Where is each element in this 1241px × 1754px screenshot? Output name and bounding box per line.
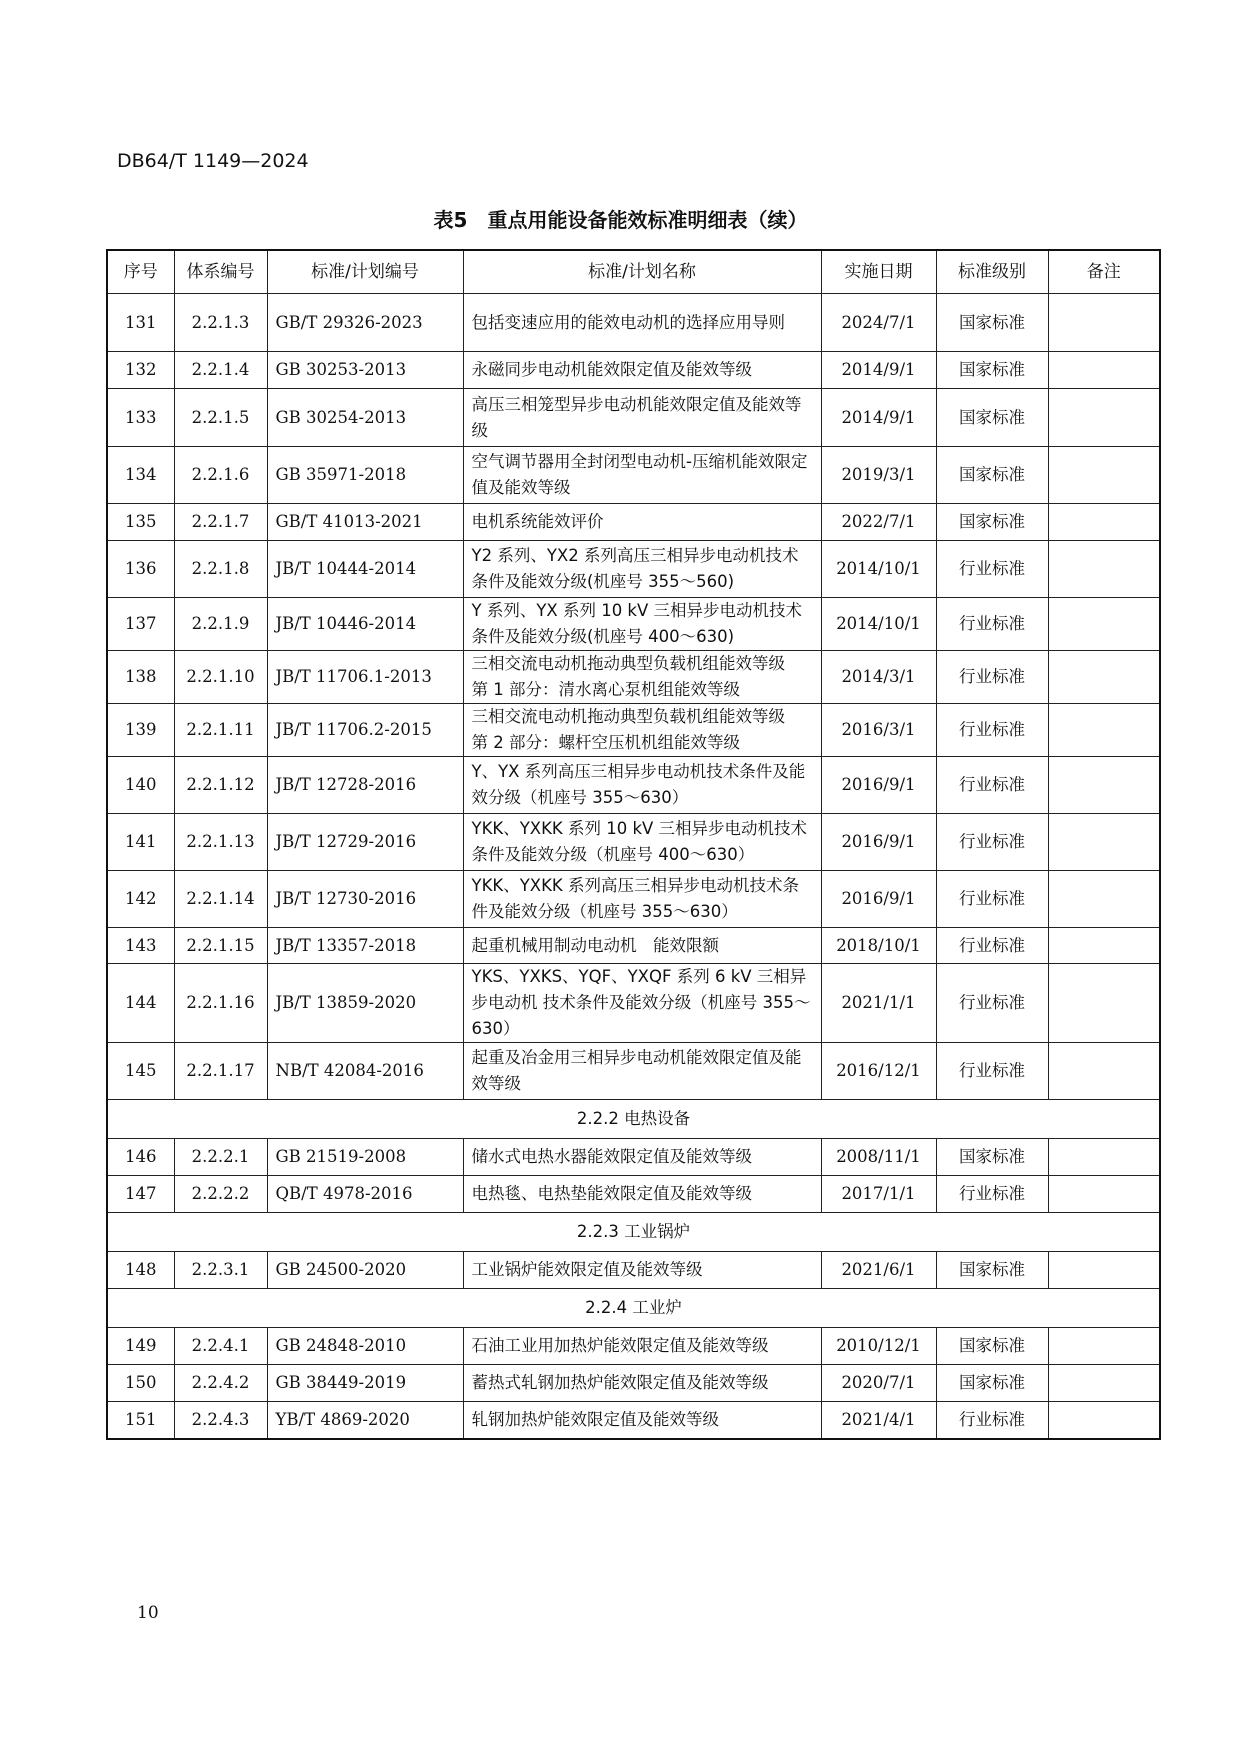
table-row (107, 757, 1160, 814)
table-row (107, 1365, 1160, 1402)
section-row (107, 1213, 1160, 1252)
cell-no: 133 (107, 389, 174, 447)
col-header-standard-name: 标准/计划名称 (463, 250, 821, 294)
cell-standard-code: YB/T 4869-2020 (267, 1402, 463, 1439)
col-header-note: 备注 (1048, 250, 1160, 294)
section-row (107, 1289, 1160, 1328)
cell-no: 142 (107, 871, 174, 928)
cell-date: 2014/10/1 (821, 598, 936, 651)
cell-standard-name: YKK、YXKK 系列高压三相异步电动机技术条件及能效分级（机座号 355～630） (463, 871, 821, 928)
cell-level: 行业标准 (936, 871, 1048, 928)
cell-date: 2021/4/1 (821, 1402, 936, 1439)
cell-standard-name: 空气调节器用全封闭型电动机-压缩机能效限定值及能效等级 (463, 447, 821, 504)
cell-standard-name: 轧钢加热炉能效限定值及能效等级 (463, 1402, 821, 1439)
cell-standard-name: 工业锅炉能效限定值及能效等级 (463, 1252, 821, 1289)
cell-system-code: 2.2.1.4 (174, 352, 267, 389)
table-row (107, 389, 1160, 447)
cell-note (1048, 928, 1160, 964)
page-number: 10 (137, 1603, 159, 1623)
cell-note (1048, 871, 1160, 928)
cell-note (1048, 757, 1160, 814)
table-body (107, 294, 1160, 1439)
cell-level: 国家标准 (936, 1328, 1048, 1365)
table-row (107, 651, 1160, 704)
cell-level: 国家标准 (936, 504, 1048, 541)
cell-no: 144 (107, 964, 174, 1043)
cell-standard-code: JB/T 12728-2016 (267, 757, 463, 814)
cell-standard-code: QB/T 4978-2016 (267, 1176, 463, 1213)
cell-standard-name: YKK、YXKK 系列 10 kV 三相异步电动机技术条件及能效分级（机座号 400～630） (463, 814, 821, 871)
cell-date: 2017/1/1 (821, 1176, 936, 1213)
cell-standard-name: 起重机械用制动电动机 能效限额 (463, 928, 821, 964)
cell-standard-code: GB/T 29326-2023 (267, 294, 463, 352)
cell-no: 148 (107, 1252, 174, 1289)
cell-level: 国家标准 (936, 389, 1048, 447)
table-row (107, 541, 1160, 598)
cell-date: 2024/7/1 (821, 294, 936, 352)
cell-no: 134 (107, 447, 174, 504)
cell-level: 行业标准 (936, 1043, 1048, 1100)
table-row (107, 504, 1160, 541)
cell-note (1048, 704, 1160, 757)
cell-date: 2020/7/1 (821, 1365, 936, 1402)
cell-note (1048, 1043, 1160, 1100)
cell-level: 行业标准 (936, 757, 1048, 814)
cell-note (1048, 1252, 1160, 1289)
cell-date: 2016/9/1 (821, 757, 936, 814)
table-row (107, 814, 1160, 871)
header-row (107, 250, 1160, 294)
cell-standard-name: Y 系列、YX 系列 10 kV 三相异步电动机技术条件及能效分级(机座号 400～630) (463, 598, 821, 651)
cell-date: 2016/3/1 (821, 704, 936, 757)
cell-system-code: 2.2.2.1 (174, 1139, 267, 1176)
cell-note (1048, 294, 1160, 352)
cell-note (1048, 389, 1160, 447)
cell-no: 150 (107, 1365, 174, 1402)
cell-standard-code: GB 30253-2013 (267, 352, 463, 389)
cell-no: 146 (107, 1139, 174, 1176)
cell-level: 行业标准 (936, 1176, 1048, 1213)
cell-note (1048, 504, 1160, 541)
cell-level: 国家标准 (936, 1365, 1048, 1402)
cell-note (1048, 447, 1160, 504)
cell-note (1048, 1365, 1160, 1402)
cell-standard-code: JB/T 10444-2014 (267, 541, 463, 598)
cell-standard-code: GB 24848-2010 (267, 1328, 463, 1365)
cell-standard-name: 石油工业用加热炉能效限定值及能效等级 (463, 1328, 821, 1365)
table-row (107, 928, 1160, 964)
cell-system-code: 2.2.1.15 (174, 928, 267, 964)
cell-standard-name: 永磁同步电动机能效限定值及能效等级 (463, 352, 821, 389)
cell-system-code: 2.2.1.3 (174, 294, 267, 352)
cell-standard-name: 三相交流电动机拖动典型负载机组能效等级 第 2 部分：螺杆空压机机组能效等级 (463, 704, 821, 757)
col-header-system-code: 体系编号 (174, 250, 267, 294)
table-row (107, 294, 1160, 352)
cell-standard-code: GB 30254-2013 (267, 389, 463, 447)
cell-note (1048, 541, 1160, 598)
table-row (107, 871, 1160, 928)
cell-standard-name: 电热毯、电热垫能效限定值及能效等级 (463, 1176, 821, 1213)
cell-system-code: 2.2.1.11 (174, 704, 267, 757)
cell-standard-name: YKS、YXKS、YQF、YXQF 系列 6 kV 三相异步电动机 技术条件及能效分级（机座号 355～630） (463, 964, 821, 1043)
cell-note (1048, 651, 1160, 704)
cell-level: 行业标准 (936, 814, 1048, 871)
document-id: DB64/T 1149—2024 (117, 150, 309, 172)
cell-system-code: 2.2.1.13 (174, 814, 267, 871)
table-row (107, 704, 1160, 757)
cell-date: 2022/7/1 (821, 504, 936, 541)
cell-standard-code: GB 21519-2008 (267, 1139, 463, 1176)
cell-system-code: 2.2.3.1 (174, 1252, 267, 1289)
cell-level: 国家标准 (936, 352, 1048, 389)
table-row (107, 1043, 1160, 1100)
col-header-date: 实施日期 (821, 250, 936, 294)
cell-system-code: 2.2.1.16 (174, 964, 267, 1043)
cell-no: 147 (107, 1176, 174, 1213)
cell-system-code: 2.2.1.5 (174, 389, 267, 447)
cell-level: 行业标准 (936, 651, 1048, 704)
cell-standard-name: 三相交流电动机拖动典型负载机组能效等级 第 1 部分：清水离心泵机组能效等级 (463, 651, 821, 704)
cell-standard-name: Y、YX 系列高压三相异步电动机技术条件及能效分级（机座号 355～630） (463, 757, 821, 814)
cell-system-code: 2.2.4.1 (174, 1328, 267, 1365)
cell-date: 2019/3/1 (821, 447, 936, 504)
cell-level: 行业标准 (936, 1402, 1048, 1439)
section-title: 2.2.4 工业炉 (107, 1289, 1160, 1328)
cell-date: 2008/11/1 (821, 1139, 936, 1176)
cell-standard-name: 储水式电热水器能效限定值及能效等级 (463, 1139, 821, 1176)
cell-date: 2016/9/1 (821, 871, 936, 928)
cell-system-code: 2.2.1.8 (174, 541, 267, 598)
col-header-level: 标准级别 (936, 250, 1048, 294)
cell-no: 149 (107, 1328, 174, 1365)
cell-standard-code: NB/T 42084-2016 (267, 1043, 463, 1100)
table-row (107, 1252, 1160, 1289)
cell-date: 2014/10/1 (821, 541, 936, 598)
cell-date: 2021/6/1 (821, 1252, 936, 1289)
col-header-no: 序号 (107, 250, 174, 294)
cell-standard-name: Y2 系列、YX2 系列高压三相异步电动机技术条件及能效分级(机座号 355～560) (463, 541, 821, 598)
cell-no: 132 (107, 352, 174, 389)
cell-level: 行业标准 (936, 964, 1048, 1043)
cell-system-code: 2.2.1.17 (174, 1043, 267, 1100)
cell-no: 136 (107, 541, 174, 598)
cell-no: 139 (107, 704, 174, 757)
cell-level: 行业标准 (936, 598, 1048, 651)
table-row (107, 1176, 1160, 1213)
cell-no: 138 (107, 651, 174, 704)
cell-level: 国家标准 (936, 447, 1048, 504)
cell-standard-code: JB/T 10446-2014 (267, 598, 463, 651)
cell-standard-code: GB 38449-2019 (267, 1365, 463, 1402)
cell-level: 行业标准 (936, 928, 1048, 964)
table-row (107, 447, 1160, 504)
cell-date: 2016/9/1 (821, 814, 936, 871)
cell-system-code: 2.2.1.9 (174, 598, 267, 651)
cell-standard-name: 电机系统能效评价 (463, 504, 821, 541)
cell-standard-name: 蓄热式轧钢加热炉能效限定值及能效等级 (463, 1365, 821, 1402)
cell-standard-code: JB/T 12730-2016 (267, 871, 463, 928)
cell-note (1048, 964, 1160, 1043)
cell-no: 143 (107, 928, 174, 964)
table-row (107, 964, 1160, 1043)
cell-no: 137 (107, 598, 174, 651)
cell-system-code: 2.2.1.7 (174, 504, 267, 541)
cell-system-code: 2.2.1.10 (174, 651, 267, 704)
cell-note (1048, 1402, 1160, 1439)
cell-system-code: 2.2.2.2 (174, 1176, 267, 1213)
cell-level: 国家标准 (936, 1252, 1048, 1289)
cell-system-code: 2.2.4.3 (174, 1402, 267, 1439)
cell-date: 2021/1/1 (821, 964, 936, 1043)
cell-standard-name: 高压三相笼型异步电动机能效限定值及能效等级 (463, 389, 821, 447)
cell-date: 2016/12/1 (821, 1043, 936, 1100)
cell-level: 国家标准 (936, 294, 1048, 352)
col-header-standard-code: 标准/计划编号 (267, 250, 463, 294)
cell-no: 140 (107, 757, 174, 814)
cell-system-code: 2.2.1.14 (174, 871, 267, 928)
table-row (107, 1328, 1160, 1365)
cell-standard-code: GB/T 41013-2021 (267, 504, 463, 541)
standards-table (106, 249, 1161, 1440)
cell-note (1048, 352, 1160, 389)
cell-level: 行业标准 (936, 704, 1048, 757)
cell-level: 行业标准 (936, 541, 1048, 598)
cell-standard-code: JB/T 12729-2016 (267, 814, 463, 871)
cell-date: 2014/3/1 (821, 651, 936, 704)
table-title: 表5 重点用能设备能效标准明细表（续） (433, 208, 808, 232)
cell-system-code: 2.2.4.2 (174, 1365, 267, 1402)
cell-no: 141 (107, 814, 174, 871)
cell-date: 2018/10/1 (821, 928, 936, 964)
cell-standard-name: 包括变速应用的能效电动机的选择应用导则 (463, 294, 821, 352)
cell-date: 2014/9/1 (821, 352, 936, 389)
cell-note (1048, 1139, 1160, 1176)
cell-note (1048, 598, 1160, 651)
cell-standard-code: GB 35971-2018 (267, 447, 463, 504)
cell-date: 2010/12/1 (821, 1328, 936, 1365)
cell-standard-code: GB 24500-2020 (267, 1252, 463, 1289)
cell-date: 2014/9/1 (821, 389, 936, 447)
table-row (107, 598, 1160, 651)
cell-standard-code: JB/T 11706.2-2015 (267, 704, 463, 757)
cell-level: 国家标准 (936, 1139, 1048, 1176)
cell-no: 135 (107, 504, 174, 541)
cell-note (1048, 1176, 1160, 1213)
cell-no: 145 (107, 1043, 174, 1100)
cell-standard-name: 起重及冶金用三相异步电动机能效限定值及能效等级 (463, 1043, 821, 1100)
cell-standard-code: JB/T 13357-2018 (267, 928, 463, 964)
section-title: 2.2.2 电热设备 (107, 1100, 1160, 1139)
cell-note (1048, 1328, 1160, 1365)
table-row (107, 1139, 1160, 1176)
cell-standard-code: JB/T 11706.1-2013 (267, 651, 463, 704)
section-title: 2.2.3 工业锅炉 (107, 1213, 1160, 1252)
cell-note (1048, 814, 1160, 871)
table-row (107, 1402, 1160, 1439)
cell-no: 151 (107, 1402, 174, 1439)
cell-system-code: 2.2.1.12 (174, 757, 267, 814)
section-row (107, 1100, 1160, 1139)
cell-no: 131 (107, 294, 174, 352)
cell-standard-code: JB/T 13859-2020 (267, 964, 463, 1043)
table-row (107, 352, 1160, 389)
cell-system-code: 2.2.1.6 (174, 447, 267, 504)
